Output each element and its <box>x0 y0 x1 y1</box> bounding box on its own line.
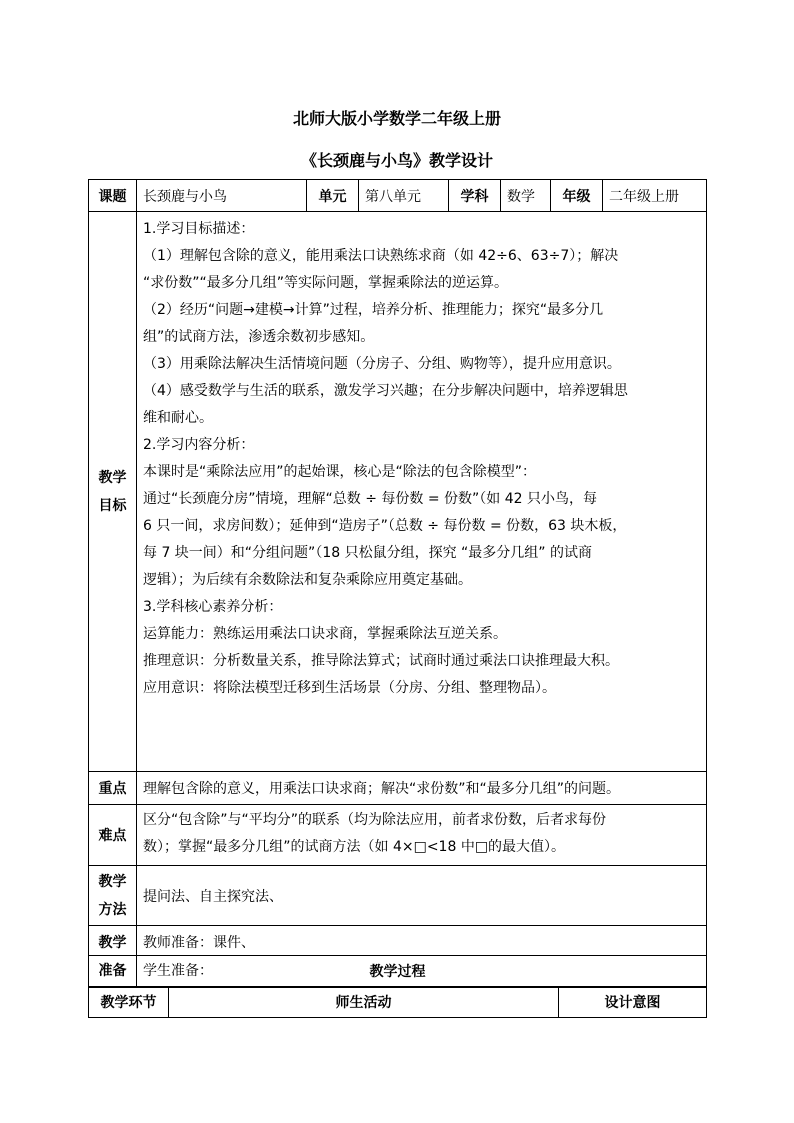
goal-line: 组”的试商方法，渗透余数初步感知。 <box>143 329 375 345</box>
goal-line: “求份数”“最多分几组”等实际问题，掌握乘除法的逆运算。 <box>143 275 509 291</box>
goal-line: 每 7 块一间）和“分组问题”（18 只松鼠分组，探究 “最多分几组” 的试商 <box>143 545 592 561</box>
subject-value: 数学 <box>501 180 551 212</box>
subject-label: 学科 <box>449 180 501 212</box>
method-label: 教学 方法 <box>89 866 137 926</box>
goal-line: 6 只一间，求房间数）；延伸到“造房子”（总数 ÷ 每份数 = 份数，63 块木板， <box>143 518 627 534</box>
goal-line: 2.学习内容分析： <box>143 437 255 453</box>
goal-line: （1）理解包含除的意义，能用乘法口诀熟练求商（如 42÷6、63÷7）；解决 <box>143 248 619 264</box>
goal-line: 本课时是“乘除法应用”的起始课，核心是“除法的包含除模型”： <box>143 464 537 480</box>
goal-line: 逻辑）；为后续有余数除法和复杂乘除应用奠定基础。 <box>143 572 472 588</box>
goals-row <box>89 212 707 772</box>
lesson-info-table <box>88 179 707 988</box>
goal-line: 运算能力：熟练运用乘法口诀求商，掌握乘除法互逆关系。 <box>143 626 507 642</box>
process-title: 教学过程 <box>89 956 707 987</box>
col-activity: 师生活动 <box>169 987 559 1018</box>
teacher-prep: 教师准备：课件、 <box>143 934 255 951</box>
goals-content <box>137 212 707 772</box>
goal-line: 1.学习目标描述： <box>143 221 255 237</box>
difficulty-label: 难点 <box>89 805 137 866</box>
unit-label: 单元 <box>307 180 359 212</box>
grade-label: 年级 <box>551 180 603 212</box>
student-prep: 学生准备： <box>143 962 213 979</box>
col-stage: 教学环节 <box>89 987 169 1018</box>
goal-line: （4）感受数学与生活的联系，激发学习兴趣；在分步解决问题中，培养逻辑思 <box>143 383 628 399</box>
goal-line: 维和耐心。 <box>143 410 213 426</box>
difficulty-content <box>137 805 707 866</box>
col-intent: 设计意图 <box>559 987 707 1018</box>
prep-label: 教学 准备 <box>89 926 137 988</box>
grade-value: 二年级上册 <box>603 180 707 212</box>
goal-line: 3.学科核心素养分析： <box>143 599 283 615</box>
process-header-row <box>89 987 707 1018</box>
difficulty-line: 区分“包含除”与“平均分”的联系（均为除法应用，前者求份数，后者求每份 <box>143 812 607 828</box>
difficulty-line: 数）；掌握“最多分几组”的试商方法（如 4×□<18 中□的最大值）。 <box>143 839 566 855</box>
process-title-row <box>89 956 707 987</box>
info-row <box>89 180 707 212</box>
goal-line: 通过“长颈鹿分房”情境，理解“总数 ÷ 每份数 = 份数”（如 42 只小鸟，每 <box>143 491 597 507</box>
document-title: 北师大版小学数学二年级上册 <box>292 109 501 128</box>
unit-value: 第八单元 <box>359 180 449 212</box>
goal-line: （2）经历“问题→建模→计算”过程，培养分析、推理能力；探究“最多分几 <box>143 302 604 318</box>
key-point-row <box>89 772 707 805</box>
topic-value: 长颈鹿与小鸟 <box>137 180 307 212</box>
topic-label: 课题 <box>89 180 137 212</box>
difficulty-row <box>89 805 707 866</box>
method-row <box>89 866 707 926</box>
document-subtitle: 《长颈鹿与小鸟》教学设计 <box>300 151 493 170</box>
goals-label: 教学 目标 <box>89 212 137 772</box>
method-text: 提问法、自主探究法、 <box>137 866 707 926</box>
goal-line: （3）用乘除法解决生活情境问题（分房子、分组、购物等），提升应用意识。 <box>143 356 621 372</box>
teaching-process-table <box>88 955 707 1018</box>
key-point-text: 理解包含除的意义，用乘法口诀求商；解决“求份数”和“最多分几组”的问题。 <box>137 772 707 805</box>
goal-line: 应用意识：将除法模型迁移到生活场景（分房、分组、整理物品）。 <box>143 680 556 696</box>
key-point-label: 重点 <box>89 772 137 805</box>
goal-line: 推理意识：分析数量关系，推导除法算式；试商时通过乘法口诀推理最大积。 <box>143 653 619 669</box>
